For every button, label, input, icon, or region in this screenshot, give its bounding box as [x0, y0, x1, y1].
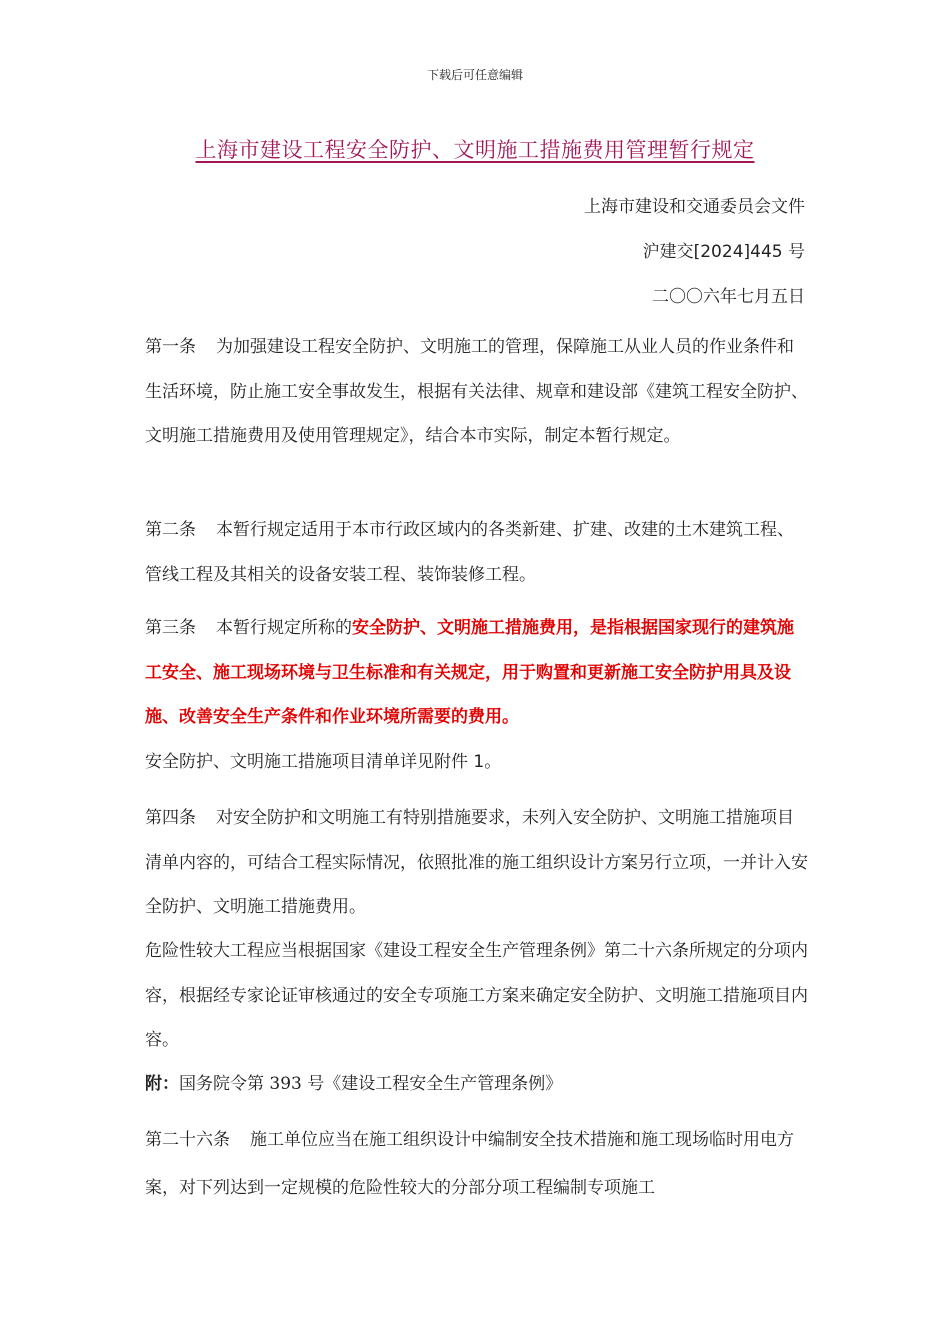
appendix-text: 国务院令第 393 号《建设工程安全生产管理条例》 — [179, 1074, 563, 1094]
article-4-followup: 危险性较大工程应当根据国家《建设工程安全生产管理条例》第二十六条所规定的分项内容，根据经专家论证审核通过的安全专项施工方案来确定安全防护、文明施工措施项目内容。 — [145, 941, 808, 1050]
issuer: 上海市建设和交通委员会文件 — [584, 197, 805, 217]
article-3-label: 第三条 — [145, 618, 196, 638]
article-4-text: 对安全防护和文明施工有特别措施要求，未列入安全防护、文明施工措施项目清单内容的，可结合工程实际情况，依照批准的施工组织设计方案另行立项，一并计入安全防护、文明施工措施费用。 — [145, 808, 808, 917]
issue-date: 二〇〇六年七月五日 — [652, 287, 805, 307]
doc-number: 沪建交[2024]445 号 — [642, 242, 805, 262]
article-1-text: 为加强建设工程安全防护、文明施工的管理，保障施工从业人员的作业条件和生活环境，防止施工安全事故发生，根据有关法律、规章和建设部《建筑工程安全防护、文明施工措施费用及使用管理规定》，结合本市实际，制定本暂行规定。 — [145, 337, 808, 446]
article-26-text: 施工单位应当在施工组织设计中编制安全技术措施和施工现场临时用电方案，对下列达到一定规模的危险性较大的分部分项工程编制专项施工 — [145, 1130, 794, 1198]
article-26 — [145, 1116, 810, 1212]
article-2 — [145, 508, 810, 597]
article-1-label: 第一条 — [145, 337, 196, 357]
article-3-text: 本暂行规定所称的 — [216, 618, 352, 638]
article-1 — [145, 325, 810, 459]
article-26-label: 第二十六条 — [145, 1130, 230, 1150]
article-4 — [145, 796, 810, 930]
header-note: 下载后可任意编辑 — [426, 68, 523, 82]
article-2-text: 本暂行规定适用于本市行政区域内的各类新建、扩建、改建的土木建筑工程、管线工程及其相关的设备安装工程、装饰装修工程。 — [145, 520, 794, 585]
appendix-label: 附： — [145, 1074, 179, 1094]
article-3-highlight: 安全防护、文明施工措施费用，是指根据国家现行的建筑施工安全、施工现场环境与卫生标准和有关规定，用于购置和更新施工安全防护用具及设施、改善安全生产条件和作业环境所需要的费用。 — [145, 618, 794, 727]
appendix-line — [145, 1062, 810, 1107]
article-3 — [145, 606, 810, 740]
article-2-label: 第二条 — [145, 520, 196, 540]
document-title[interactable]: 上海市建设工程安全防护、文明施工措施费用管理暂行规定 — [195, 138, 755, 162]
article-3-followup: 安全防护、文明施工措施项目清单详见附件 1。 — [145, 752, 502, 772]
article-4-label: 第四条 — [145, 808, 196, 828]
